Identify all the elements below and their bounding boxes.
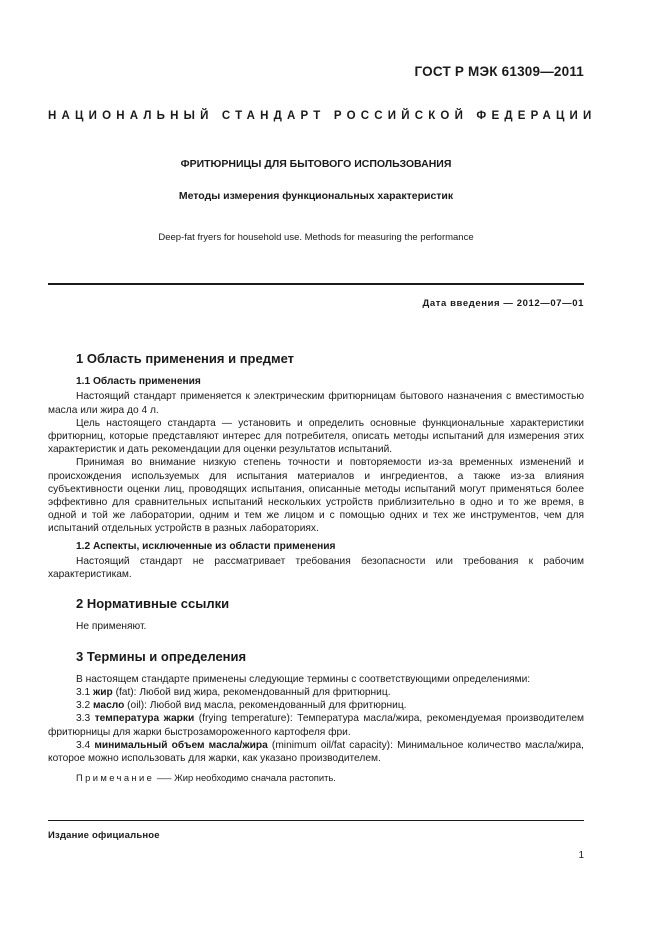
section-3 xyxy=(48,650,584,785)
section-2-heading: 2 Нормативные ссылки xyxy=(76,596,230,612)
section-3-heading: 3 Термины и определения xyxy=(76,648,247,664)
section-1-2-heading: 1.2 Аспекты, исключенные из области применения xyxy=(76,540,336,552)
section-1-1-heading: 1.1 Область применения xyxy=(76,376,201,388)
paragraph: Принимая во внимание низкую степень точности и повторяемости из-за временных изменений и происхождения используемых для испытания материалов и ингредиентов, а также из-за влияния субъективности оценки лиц, проводящих испытания, описанные методы испытаний могут применяться более эффективно для сравнительных испытаний нескольких устройств приблизительно в одно и то же время, в одной и той же лаборатории, одним и тем же лицом и с помощью одних и тех же инструментов, чем для испытаний отдельных устройств в разных лабораториях. xyxy=(48,457,584,535)
term: температура жарки xyxy=(94,713,195,725)
footer-divider xyxy=(48,820,584,821)
paragraph: Настоящий стандарт не рассматривает требования безопасности или требования к рабочим характеристикам. xyxy=(48,555,584,581)
section-2 xyxy=(48,597,584,643)
paragraph: В настоящем стандарте применены следующие термины с соответствующими определениями: xyxy=(76,673,531,685)
document-title-english: Deep-fat fryers for household use. Methods for measuring the performance xyxy=(158,232,474,243)
term-english: (oil): xyxy=(124,700,150,712)
term-definition-text: Температура масла/жира, рекомендуемая производителем фритюрницы для жарки быстрозамороженного картофеля фри. xyxy=(48,713,584,738)
term-definition xyxy=(48,739,584,765)
term-definition-text: Любой вид жира, рекомендованный для фритюрниц. xyxy=(139,687,391,699)
term-number: 3.3 xyxy=(76,713,91,725)
title-divider xyxy=(48,283,584,285)
term-english: (fat): xyxy=(112,687,140,699)
paragraph: Настоящий стандарт применяется к электрическим фритюрницам бытового назначения с вместимостью масла или жира до 4 л. xyxy=(48,391,584,416)
term-definition-text: Любой вид масла, рекомендованный для фритюрниц. xyxy=(149,700,407,712)
term-definition xyxy=(48,699,584,712)
term-definition-text: Минимальное количество масла/жира, которое можно использовать для жарки, как указано производителем. xyxy=(48,739,584,765)
section-1-heading: 1 Область применения и предмет xyxy=(76,351,295,366)
term-definition xyxy=(48,686,584,699)
paragraph: Цель настоящего стандарта — установить и определить основные функциональные характеристики фритюрниц, которые представляют интерес для потребителя, описать методы испытаний для измерения этих характеристик и дать рекомендации для оценки результатов испытаний. xyxy=(48,417,584,456)
term-definition xyxy=(48,712,584,738)
note-label: Примечание xyxy=(76,772,155,784)
section-1 xyxy=(48,352,584,591)
document-title: ФРИТЮРНИЦЫ ДЛЯ БЫТОВОГО ИСПОЛЬЗОВАНИЯ xyxy=(180,158,452,170)
introduction-date: Дата введения — 2012—07—01 xyxy=(422,298,584,309)
national-standard-banner: НАЦИОНАЛЬНЫЙ СТАНДАРТ РОССИЙСКОЙ ФЕДЕРАЦИИ xyxy=(48,110,597,122)
term-number: 3.2 xyxy=(76,700,91,712)
term: жир xyxy=(93,687,113,699)
standard-id: ГОСТ Р МЭК 61309—2011 xyxy=(414,64,584,79)
document-body xyxy=(48,346,584,784)
note xyxy=(48,771,584,784)
term-english: (frying temperature): xyxy=(194,713,298,725)
term: минимальный объем масла/жира xyxy=(94,739,268,751)
term-english: (minimum oil/fat capacity): xyxy=(267,739,398,751)
note-text: —– Жир необходимо сначала растопить. xyxy=(154,772,336,784)
document-subtitle: Методы измерения функциональных характеристик xyxy=(178,190,454,202)
term-number: 3.4 xyxy=(76,739,91,751)
page-number: 1 xyxy=(578,850,584,861)
term: масло xyxy=(93,700,125,712)
paragraph: Не применяют. xyxy=(76,621,147,633)
term-number: 3.1 xyxy=(76,687,91,699)
edition-label: Издание официальное xyxy=(48,830,160,841)
